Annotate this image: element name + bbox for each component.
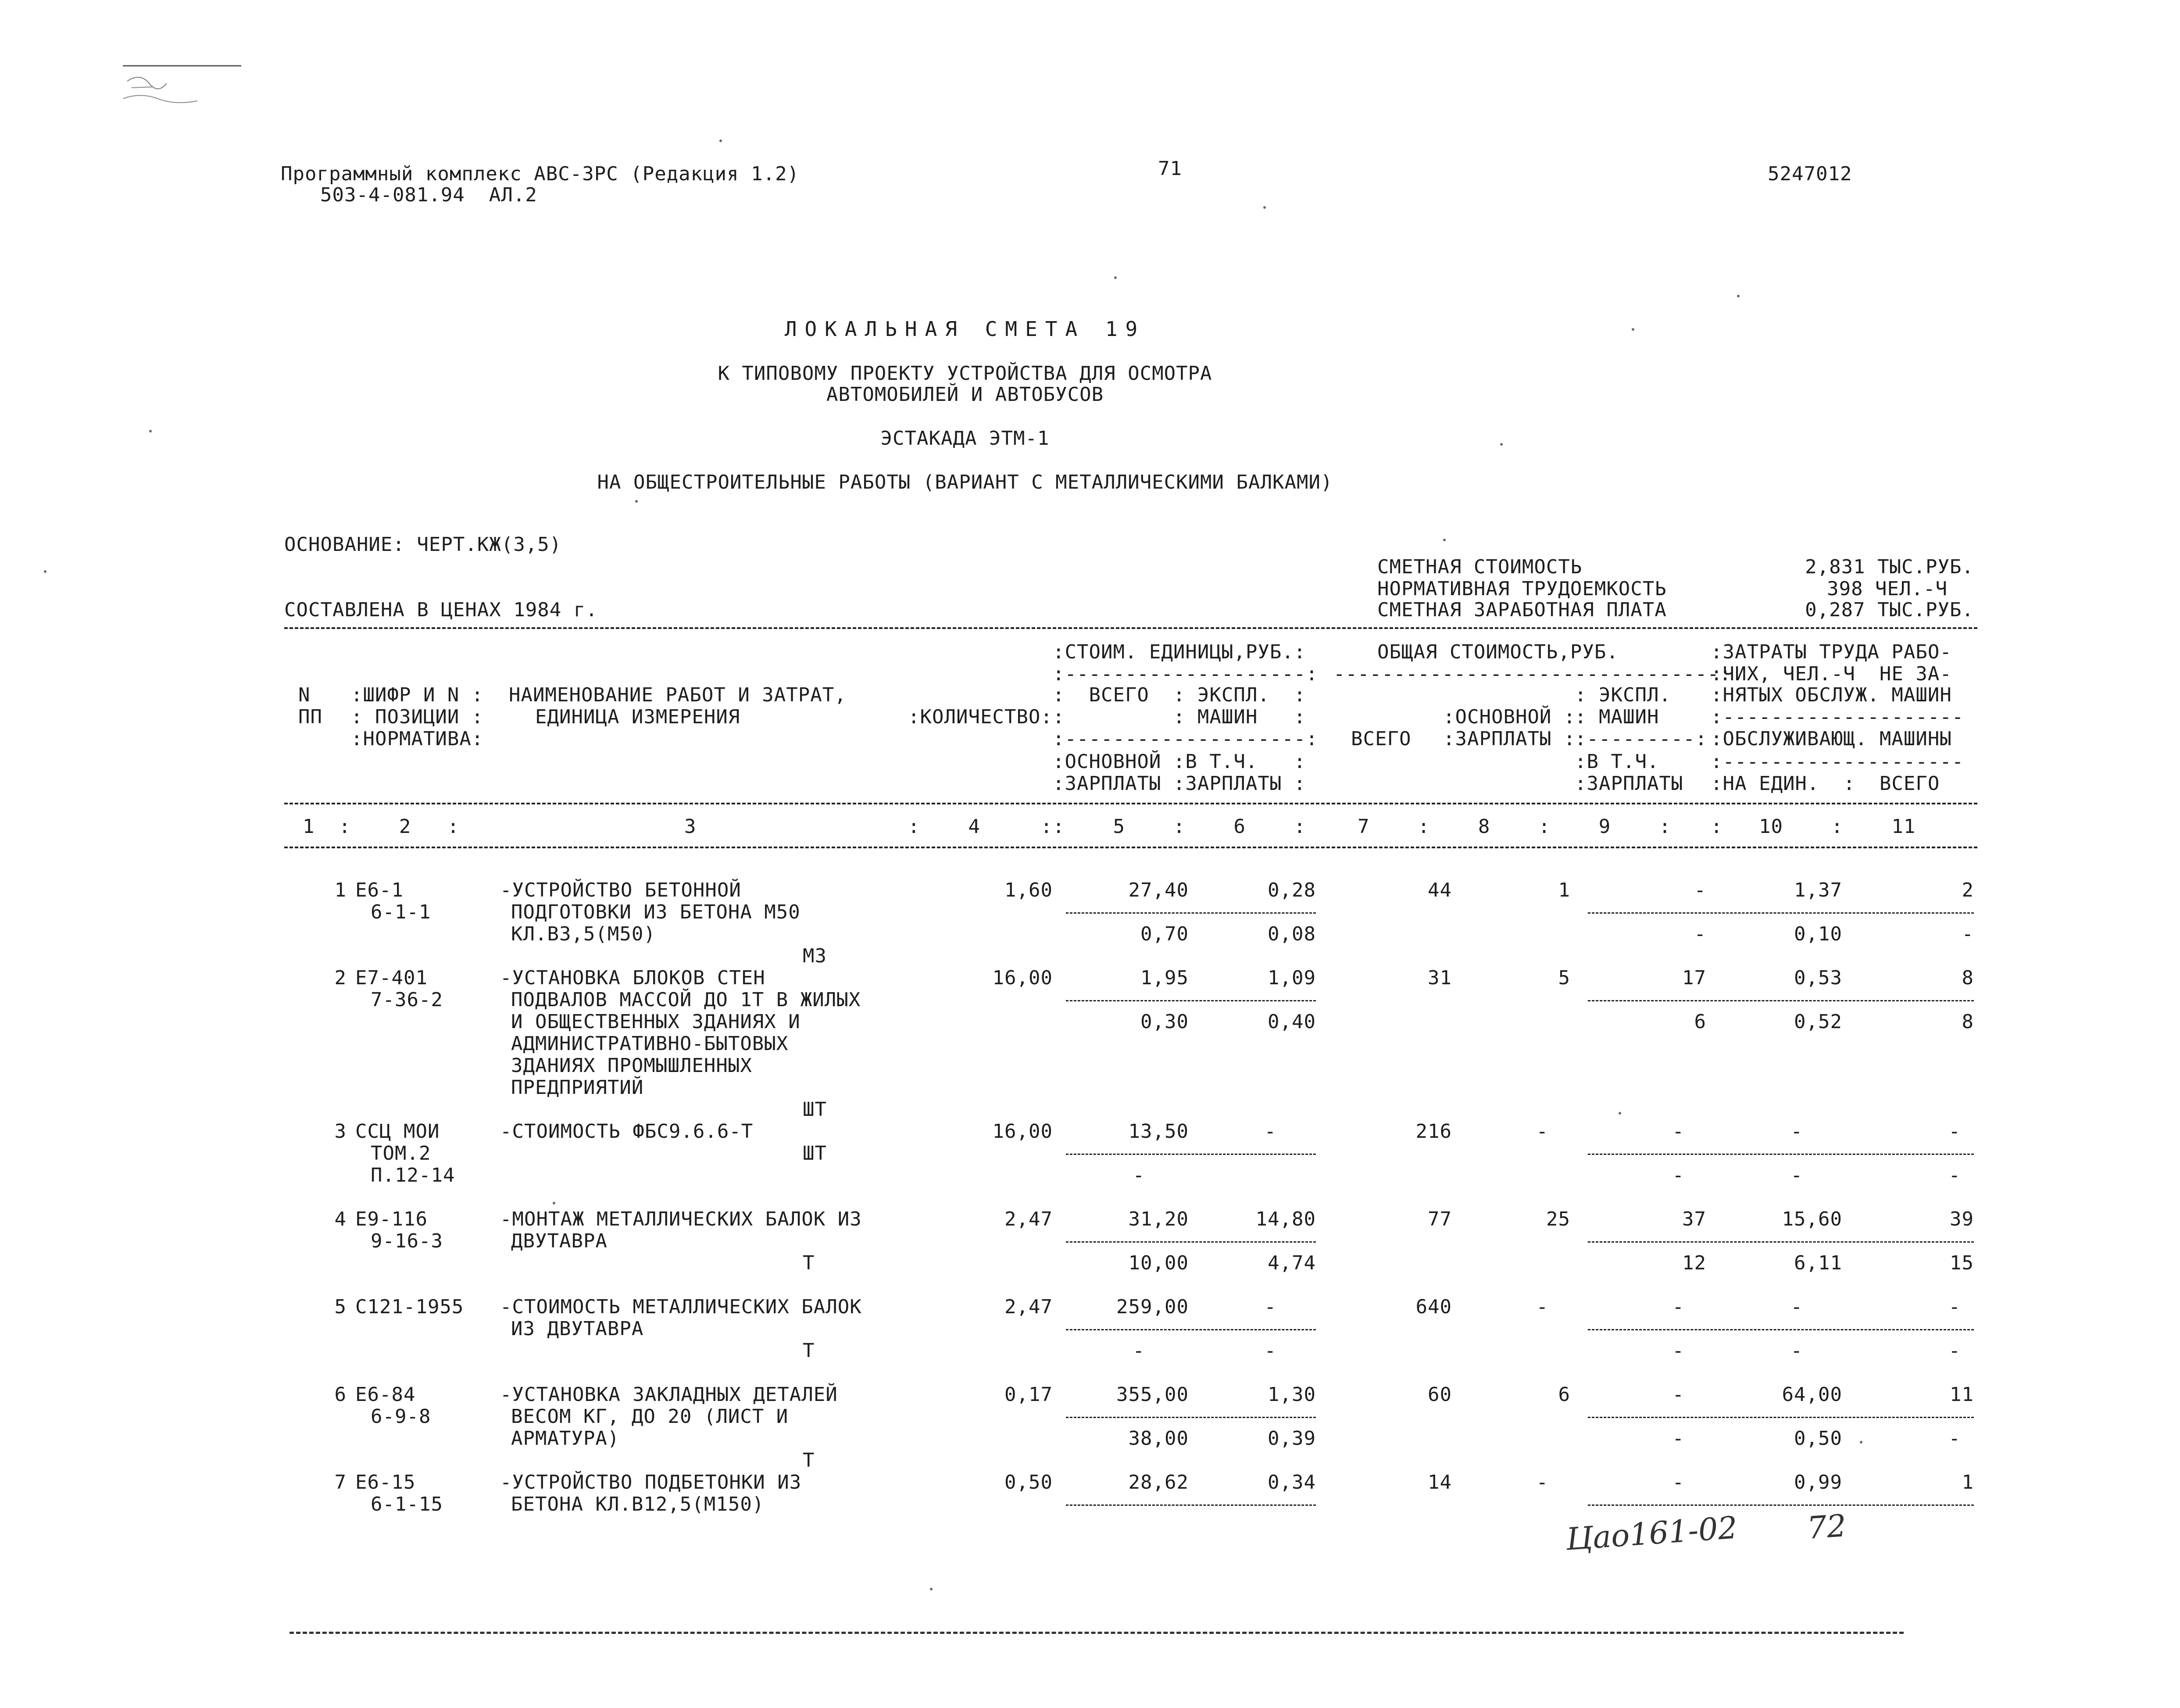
row-unit: ШТ <box>803 1098 827 1121</box>
col-qty-header: :КОЛИЧЕСТВО: <box>908 706 1053 728</box>
row-c11b: - <box>1948 1164 1961 1186</box>
row-name-1: -МОНТАЖ МЕТАЛЛИЧЕСКИХ БАЛОК ИЗ <box>500 1208 862 1230</box>
row-c6b: 0,39 <box>1268 1427 1316 1450</box>
row-code-2: 9-16-3 <box>371 1230 443 1252</box>
col9-sep: :---------: <box>1575 728 1708 750</box>
row-c5b: - <box>1133 1340 1145 1362</box>
row-c10b: - <box>1790 1164 1803 1186</box>
colnum-1: 1 : 2 : <box>303 815 460 838</box>
row-c6: 1,09 <box>1268 967 1316 989</box>
row-code: ССЦ МОИ <box>355 1120 440 1143</box>
row-c10: 0,99 <box>1794 1471 1842 1494</box>
cost-value: 2,831 ТЫС.РУБ. <box>1805 556 1974 578</box>
row-qty: 1,60 <box>1004 879 1053 901</box>
object-name: ЭСТАКАДА ЭТМ-1 <box>880 427 1050 450</box>
row-c9: - <box>1694 879 1706 901</box>
row-c9: - <box>1672 1383 1684 1406</box>
row-c7: 640 <box>1415 1296 1452 1318</box>
row-unit: М3 <box>803 945 827 967</box>
row-c10b: 0,10 <box>1794 923 1842 945</box>
col-unitcost-sep: :--------------------: <box>1053 663 1318 685</box>
row-c6: 14,80 <box>1255 1208 1316 1230</box>
row-c9b: 6 <box>1694 1011 1706 1033</box>
row-c5b: - <box>1133 1164 1145 1186</box>
row-code: Е6-15 <box>355 1471 416 1494</box>
row-code-3: П.12-14 <box>371 1164 455 1186</box>
scan-speck <box>1632 328 1634 331</box>
scan-speck <box>719 139 722 142</box>
col-code-header: :ШИФР И N : <box>351 684 484 706</box>
col-code-header-2: : ПОЗИЦИИ : <box>351 706 484 728</box>
row-c9: - <box>1672 1471 1684 1494</box>
row-number: 6 <box>334 1383 347 1406</box>
row-name-1: -СТОИМОСТЬ МЕТАЛЛИЧЕСКИХ БАЛОК <box>500 1296 862 1318</box>
row-code: С121-1955 <box>355 1296 464 1318</box>
col9-header-4: :ЗАРПЛАТЫ <box>1575 772 1683 795</box>
row-c6b: 4,74 <box>1268 1252 1316 1274</box>
row-c7: 14 <box>1428 1471 1452 1494</box>
col-labor-header-5: :НА ЕДИН. : ВСЕГО <box>1711 772 1940 795</box>
scan-speck <box>930 1588 933 1590</box>
row-number: 4 <box>334 1208 347 1230</box>
col-n-header: N <box>298 684 311 706</box>
row-c7: 77 <box>1428 1208 1452 1230</box>
col-labor-header: :ЗАТРАТЫ ТРУДА РАБО- <box>1711 641 1952 663</box>
row-qty: 16,00 <box>992 967 1053 989</box>
row-c8: 5 <box>1558 967 1570 989</box>
row-c9: 37 <box>1682 1208 1706 1230</box>
row-name-4: АДМИНИСТРАТИВНО-БЫТОВЫХ <box>511 1033 789 1055</box>
header-bottom-rule <box>284 803 1977 804</box>
program-name: Программный комплекс АВС-3РС (Редакция 1.2) <box>281 163 800 185</box>
row-c9: - <box>1672 1120 1684 1143</box>
row-number: 2 <box>334 967 347 989</box>
row-c7: 31 <box>1428 967 1452 989</box>
row-divider <box>1066 1000 1316 1001</box>
row-c11: 39 <box>1950 1208 1974 1230</box>
row-number: 3 <box>334 1120 347 1143</box>
row-divider <box>1588 1000 1974 1001</box>
row-divider <box>1588 1329 1974 1330</box>
row-c5: 13,50 <box>1128 1120 1189 1143</box>
row-name-3: И ОБЩЕСТВЕННЫХ ЗДАНИЯХ И <box>511 1011 801 1033</box>
row-c7: 44 <box>1428 879 1452 901</box>
row-name-6: ПРЕДПРИЯТИЙ <box>511 1076 644 1099</box>
row-qty: 0,17 <box>1004 1383 1053 1406</box>
row-code-2: 6-1-15 <box>371 1493 443 1515</box>
row-divider <box>1066 912 1316 914</box>
subtitle-line-2: АВТОМОБИЛЕЙ И АВТОБУСОВ <box>826 383 1104 406</box>
scan-speck <box>149 430 152 432</box>
row-name-5: ЗДАНИЯХ ПРОМЫШЛЕННЫХ <box>511 1054 752 1077</box>
row-divider <box>1066 1241 1316 1243</box>
table-top-rule <box>284 627 1977 629</box>
colnum-5-6: : 5 : 6 : <box>1053 815 1306 838</box>
row-unit: ШТ <box>803 1142 827 1165</box>
row-divider <box>1588 912 1974 914</box>
scan-speck <box>1114 276 1117 279</box>
row-c5b: 0,30 <box>1140 1011 1189 1033</box>
project-code: 503-4-081.94 АЛ.2 <box>320 184 537 206</box>
row-code: Е6-84 <box>355 1383 416 1406</box>
row-c10: - <box>1790 1120 1803 1143</box>
scan-speck <box>1263 206 1266 209</box>
col9-header: : ЭКСПЛ. <box>1575 684 1671 706</box>
row-c6: - <box>1264 1120 1276 1143</box>
row-c9: - <box>1672 1296 1684 1318</box>
row-divider <box>1588 1154 1974 1155</box>
row-c10: 1,37 <box>1794 879 1842 901</box>
row-number: 7 <box>334 1471 347 1494</box>
row-name-1: -УСТАНОВКА ЗАКЛАДНЫХ ДЕТАЛЕЙ <box>500 1383 838 1406</box>
cost-label: СМЕТНАЯ СТОИМОСТЬ <box>1377 556 1583 578</box>
col-labor-header-2: :ЧИХ, ЧЕЛ.-Ч НЕ ЗА- <box>1711 663 1952 685</box>
scan-speck <box>1500 443 1503 446</box>
row-c5: 27,40 <box>1128 879 1189 901</box>
col-labor-header-3: :НЯТЫХ ОБСЛУЖ. МАШИН <box>1711 684 1952 706</box>
row-code-2: ТОМ.2 <box>371 1142 431 1165</box>
row-qty: 0,50 <box>1004 1471 1053 1494</box>
row-c11: 1 <box>1962 1471 1974 1494</box>
corner-scribble <box>114 57 254 118</box>
row-c10b: 6,11 <box>1794 1252 1842 1274</box>
row-unit: Т <box>803 1449 815 1472</box>
row-c8: 1 <box>1558 879 1570 901</box>
col-labor-sep-2: :-------------------- <box>1711 750 1964 773</box>
col-unitcost-header: :СТОИМ. ЕДИНИЦЫ,РУБ.: <box>1053 641 1306 663</box>
col-labor-header-4: :ОБСЛУЖИВАЮЩ. МАШИНЫ <box>1711 728 1952 750</box>
row-c10: - <box>1790 1296 1803 1318</box>
row-c5: 259,00 <box>1116 1296 1189 1318</box>
row-c6: 1,30 <box>1268 1383 1316 1406</box>
row-c7: 60 <box>1428 1383 1452 1406</box>
row-code: Е6-1 <box>355 879 404 901</box>
col-n-header-2: ПП <box>298 706 322 728</box>
row-qty: 2,47 <box>1004 1208 1053 1230</box>
row-c10b: - <box>1790 1340 1803 1362</box>
handwritten-code: Цао161-02 <box>1565 1509 1739 1558</box>
col56-sep: :--------------------: <box>1053 728 1318 750</box>
scan-speck <box>635 500 638 503</box>
scan-speck <box>44 570 46 573</box>
col-name-header-2: ЕДИНИЦА ИЗМЕРЕНИЯ <box>535 706 740 728</box>
row-c10: 15,60 <box>1782 1208 1842 1230</box>
row-divider <box>1066 1154 1316 1155</box>
row-c11: - <box>1948 1120 1961 1143</box>
bottom-dashes <box>289 1632 1904 1634</box>
row-name-1: -УСТАНОВКА БЛОКОВ СТЕН <box>500 967 765 989</box>
scan-speck <box>1860 1441 1862 1444</box>
row-c11: 11 <box>1950 1383 1974 1406</box>
scan-speck <box>553 1202 555 1204</box>
scan-speck <box>1737 295 1740 297</box>
basis: ОСНОВАНИЕ: ЧЕРТ.КЖ(3,5) <box>284 533 562 556</box>
row-c9b: - <box>1672 1427 1684 1450</box>
row-c7: 216 <box>1415 1120 1452 1143</box>
colnum-3: 3 <box>684 815 697 838</box>
row-c6: - <box>1264 1296 1276 1318</box>
row-c9: 17 <box>1682 967 1706 989</box>
row-code-2: 6-9-8 <box>371 1405 431 1428</box>
row-c8: - <box>1536 1120 1548 1143</box>
row-name-2: ИЗ ДВУТАВРА <box>511 1318 644 1340</box>
row-code-2: 6-1-1 <box>371 901 431 923</box>
row-number: 5 <box>334 1296 347 1318</box>
row-c9b: 12 <box>1682 1252 1706 1274</box>
row-c11: 8 <box>1962 967 1974 989</box>
row-name-1: -УСТРОЙСТВО ПОДБЕТОНКИ ИЗ <box>500 1471 802 1494</box>
labor-value: 398 ЧЕЛ.-Ч <box>1827 578 1948 600</box>
price-level: СОСТАВЛЕНА В ЦЕНАХ 1984 г. <box>284 599 598 621</box>
row-c11: 2 <box>1962 879 1974 901</box>
colnum-7-9: 7 : 8 : 9 : <box>1333 815 1671 838</box>
row-divider <box>1066 1504 1316 1506</box>
wage-label: СМЕТНАЯ ЗАРАБОТНАЯ ПЛАТА <box>1377 599 1667 621</box>
row-code-2: 7-36-2 <box>371 989 443 1011</box>
row-unit: Т <box>803 1340 815 1362</box>
col8-header: :ОСНОВНОЙ : <box>1443 706 1576 728</box>
row-c11: - <box>1948 1296 1961 1318</box>
row-c9b: - <box>1694 923 1706 945</box>
col-total-sep: --------------------------------: <box>1333 663 1732 685</box>
row-number: 1 <box>334 879 347 901</box>
col-total-header: ОБЩАЯ СТОИМОСТЬ,РУБ. <box>1377 641 1619 663</box>
row-c5: 1,95 <box>1140 967 1189 989</box>
row-name-2: ПОДВАЛОВ МАССОЙ ДО 1Т В ЖИЛЫХ <box>511 989 861 1011</box>
row-divider <box>1066 1329 1316 1330</box>
row-c11b: - <box>1948 1427 1961 1450</box>
subtitle-line-1: К ТИПОВОМУ ПРОЕКТУ УСТРОЙСТВА ДЛЯ ОСМОТРА <box>718 362 1212 385</box>
handwritten-page: 72 <box>1806 1507 1848 1547</box>
page-number: 71 <box>1158 157 1182 180</box>
col7-header: ВСЕГО <box>1351 728 1412 750</box>
row-c6b: 0,08 <box>1268 923 1316 945</box>
scan-speck <box>1619 1112 1621 1115</box>
row-c11b: 15 <box>1950 1252 1974 1274</box>
row-name-1: -СТОИМОСТЬ ФБС9.6.6-Т <box>500 1120 754 1143</box>
col8-header-2: :ЗАРПЛАТЫ : <box>1443 728 1576 750</box>
row-c8: - <box>1536 1296 1548 1318</box>
colnum-10-11: : 10 : 11 <box>1711 815 1916 838</box>
row-c5b: 38,00 <box>1128 1427 1189 1450</box>
col-code-header-3: :НОРМАТИВА: <box>351 728 484 750</box>
row-c10b: 0,50 <box>1794 1427 1842 1450</box>
col56-header-3: :ЗАРПЛАТЫ :ЗАРПЛАТЫ : <box>1053 772 1306 795</box>
row-code: Е9-116 <box>355 1208 428 1230</box>
row-unit: Т <box>803 1252 815 1274</box>
row-c5: 28,62 <box>1128 1471 1189 1494</box>
row-c10b: 0,52 <box>1794 1011 1842 1033</box>
row-name-2: ДВУТАВРА <box>511 1230 608 1252</box>
scan-speck <box>1443 539 1446 541</box>
row-c6: 0,34 <box>1268 1471 1316 1494</box>
document-number: 5247012 <box>1768 163 1852 185</box>
row-c9b: - <box>1672 1340 1684 1362</box>
row-c8: 25 <box>1546 1208 1570 1230</box>
col-labor-sep: :-------------------- <box>1711 706 1964 728</box>
row-divider <box>1588 1504 1974 1506</box>
row-qty: 2,47 <box>1004 1296 1053 1318</box>
works-description: НА ОБЩЕСТРОИТЕЛЬНЫЕ РАБОТЫ (ВАРИАНТ С МЕТАЛЛИЧЕСКИМИ БАЛКАМИ) <box>597 471 1333 493</box>
row-c8: 6 <box>1558 1383 1570 1406</box>
row-qty: 16,00 <box>992 1120 1053 1143</box>
row-c6b: 0,40 <box>1268 1011 1316 1033</box>
row-c5: 355,00 <box>1116 1383 1189 1406</box>
row-c5b: 0,70 <box>1140 923 1189 945</box>
numbers-bottom-rule <box>284 847 1977 848</box>
row-name-3: КЛ.В3,5(М50) <box>511 923 656 945</box>
col6-header: : : МАШИН : <box>1053 706 1306 728</box>
row-name-1: -УСТРОЙСТВО БЕТОННОЙ <box>500 879 741 901</box>
col9-header-2: : МАШИН <box>1575 706 1659 728</box>
row-c6b: - <box>1264 1340 1276 1362</box>
row-c5: 31,20 <box>1128 1208 1189 1230</box>
row-name-2: ВЕСОМ КГ, ДО 20 (ЛИСТ И <box>511 1405 789 1428</box>
row-divider <box>1588 1417 1974 1418</box>
colnum-4: : 4 : <box>908 815 1053 838</box>
row-c10: 0,53 <box>1794 967 1842 989</box>
row-name-2: ПОДГОТОВКИ ИЗ БЕТОНА М50 <box>511 901 801 923</box>
row-name-2: БЕТОНА КЛ.В12,5(М150) <box>511 1493 765 1515</box>
row-c9b: - <box>1672 1164 1684 1186</box>
row-divider <box>1066 1417 1316 1418</box>
row-c8: - <box>1536 1471 1548 1494</box>
col-name-header: НАИМЕНОВАНИЕ РАБОТ И ЗАТРАТ, <box>509 684 847 706</box>
col9-header-3: :В Т.Ч. <box>1575 750 1659 773</box>
col56-header-2: :ОСНОВНОЙ :В Т.Ч. : <box>1053 750 1306 773</box>
row-name-3: АРМАТУРА) <box>511 1427 620 1450</box>
row-c5b: 10,00 <box>1128 1252 1189 1274</box>
row-c11b: - <box>1962 923 1974 945</box>
row-code: Е7-401 <box>355 967 428 989</box>
wage-value: 0,287 ТЫС.РУБ. <box>1805 599 1974 621</box>
labor-label: НОРМАТИВНАЯ ТРУДОЕМКОСТЬ <box>1377 578 1667 600</box>
row-c11b: 8 <box>1962 1011 1974 1033</box>
row-c10: 64,00 <box>1782 1383 1842 1406</box>
row-c6: 0,28 <box>1268 879 1316 901</box>
row-divider <box>1588 1241 1974 1243</box>
col5-header: : ВСЕГО : ЭКСПЛ. : <box>1053 684 1306 706</box>
row-c11b: - <box>1948 1340 1961 1362</box>
document-title: ЛОКАЛЬНАЯ СМЕТА 19 <box>784 317 1146 341</box>
